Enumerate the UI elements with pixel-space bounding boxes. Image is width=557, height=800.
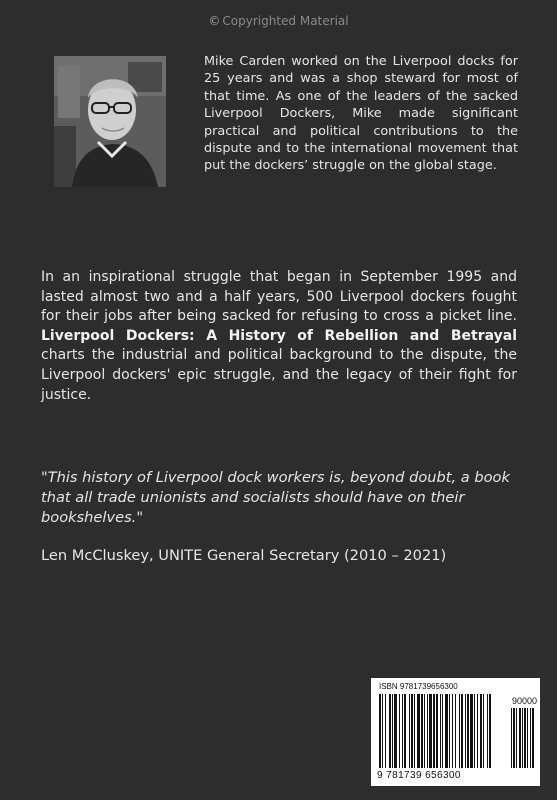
book-blurb: [41, 268, 517, 405]
barcode-bar: [474, 694, 475, 768]
author-photo: [54, 56, 166, 187]
barcode-bar: [392, 694, 393, 768]
barcode-bar: [436, 694, 438, 768]
barcode-bar: [470, 694, 473, 768]
blurb-rest: charts the industrial and political background to the dispute, the Liverpool dockers' epic struggle, and the legacy of their fight for justice.: [41, 347, 517, 403]
quote-attribution: Len McCluskey, UNITE General Secretary (2010 – 2021): [41, 547, 447, 564]
barcode-addon-bar: [519, 708, 521, 768]
barcode-bar: [483, 694, 484, 768]
barcode-addon-bar: [527, 708, 528, 768]
barcode-bar: [385, 694, 386, 768]
isbn-label: ISBN 9781739656300: [379, 682, 458, 691]
barcode-addon-bar: [532, 708, 534, 768]
barcode-bar: [411, 694, 413, 768]
barcode-bar: [459, 694, 460, 768]
barcode-bar: [404, 694, 406, 768]
author-bio: Mike Carden worked on the Liverpool docks for 25 years and was a shop steward for most of that time. As one of the leaders of the sacked Liverpool Dockers, Mike made significant practical and political contributions to the dispute and to the international movement that put the dockers’ struggle on the global stage.: [204, 54, 518, 174]
barcode-bar: [487, 694, 488, 768]
barcode-bar: [421, 694, 423, 768]
barcode-bar: [433, 694, 435, 768]
barcode-bar: [461, 694, 463, 768]
barcode-addon-bar: [524, 708, 526, 768]
barcode-bar: [452, 694, 453, 768]
barcode-bar: [445, 694, 448, 768]
barcode-bar: [455, 694, 456, 768]
barcode-bar: [477, 694, 478, 768]
copyright-watermark: [0, 14, 557, 28]
barcode-bar: [394, 694, 397, 768]
barcode-digits: 9 781739 656300: [377, 770, 461, 781]
barcode-bar: [382, 694, 383, 768]
barcode-bar: [467, 694, 469, 768]
barcode-bar: [424, 694, 425, 768]
price-code: 90000: [512, 696, 538, 706]
barcode-bar: [399, 694, 400, 768]
copyright-icon: ©: [208, 14, 221, 28]
barcode-bar: [427, 694, 428, 768]
barcode-bar: [429, 694, 432, 768]
watermark-text: Copyrighted Material: [222, 14, 349, 28]
barcode-bar: [440, 694, 441, 768]
barcode-addon-bar: [516, 708, 517, 768]
book-title: Liverpool Dockers: A History of Rebellion and Betrayal: [41, 327, 517, 344]
barcode-bar: [465, 694, 466, 768]
barcode-bar: [409, 694, 410, 768]
endorsement-quote: "This history of Liverpool dock workers is, beyond doubt, a book that all trade unionists and socialists should have on their bookshelves.": [41, 469, 510, 526]
blurb-intro: In an inspirational struggle that began in September 1995 and lasted almost two and a half years, 500 Liverpool dockers fought for their jobs after being sacked for refusing to cross a picket line.: [41, 269, 517, 325]
barcode-addon-bar: [522, 708, 523, 768]
barcode-bar: [402, 694, 403, 768]
barcode-addon-bar: [530, 708, 531, 768]
isbn-barcode: [371, 678, 540, 786]
barcode-bar: [449, 694, 450, 768]
barcode-bar: [417, 694, 420, 768]
barcode-bar: [480, 694, 482, 768]
barcode-bar: [389, 694, 391, 768]
barcode-addon-bar: [511, 708, 512, 768]
barcode-bar: [379, 694, 381, 768]
barcode-addon-bar: [513, 708, 515, 768]
barcode-bar: [442, 694, 443, 768]
barcode-bar: [489, 694, 491, 768]
barcode-bar: [414, 694, 415, 768]
